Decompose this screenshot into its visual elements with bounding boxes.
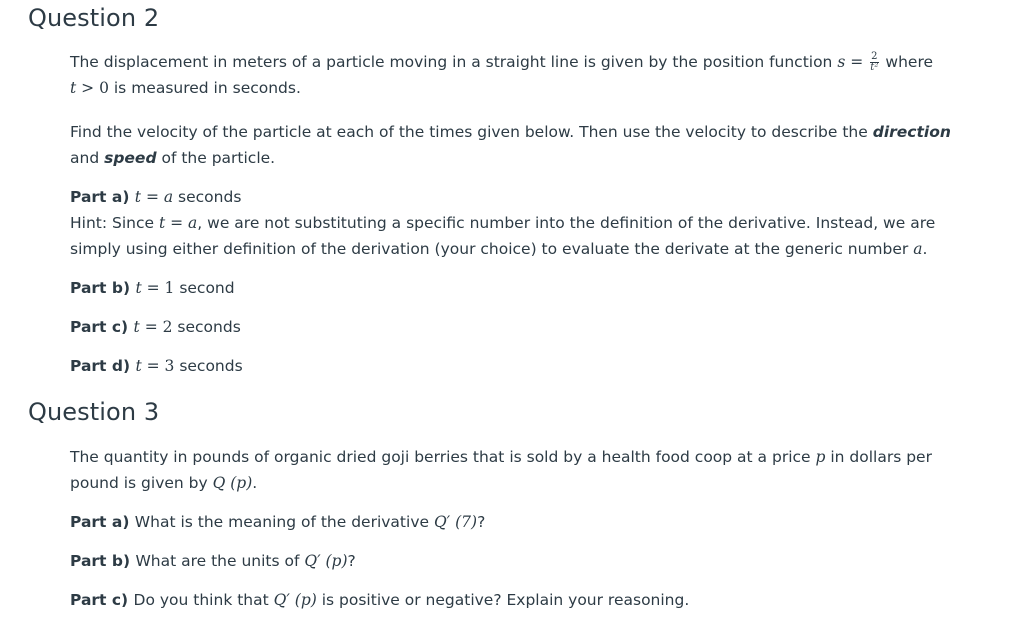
q3-part-a: Part a) What is the meaning of the derivative Q′ (7)? — [70, 513, 486, 531]
q2-intro: The displacement in meters of a particle moving in a straight line is given by the position function s = $\frac{2}{\text{t²}}$ where t > 0 is measured in seconds. — [70, 51, 934, 97]
question-3-title: Question 3 — [28, 398, 160, 426]
fraction: $\frac{2}{\text{t²}}$ — [870, 51, 879, 73]
q3-part-c: Part c) Do you think that Q′ (p) is positive or negative? Explain your reasoning. — [70, 591, 690, 609]
question-2-title: Question 2 — [28, 4, 160, 32]
direction-emphasis: direction — [872, 123, 951, 141]
q3-part-b: Part b) What are the units of Q′ (p)? — [70, 552, 356, 570]
q2-part-c: Part c) t = 2 seconds — [70, 318, 241, 336]
q3-intro: The quantity in pounds of organic dried goji berries that is sold by a health food coop at a price p in dollars per pound is given by Q (p). — [70, 448, 932, 492]
q2-part-b: Part b) t = 1 second — [70, 279, 235, 297]
speed-emphasis: speed — [104, 149, 157, 167]
q2-part-a: Part a) t = a seconds — [70, 188, 242, 206]
q2-find-velocity: Find the velocity of the particle at each of the times given below. Then use the velocity to describe the direction and speed of the particle. — [70, 123, 951, 167]
q2-hint: Hint: Since t = a, we are not substituting a specific number into the definition of the derivative. Instead, we are simply using either definition of the derivation (your choice) to evaluate the derivate at the generic number a. — [70, 214, 936, 258]
q2-part-d: Part d) t = 3 seconds — [70, 357, 243, 375]
